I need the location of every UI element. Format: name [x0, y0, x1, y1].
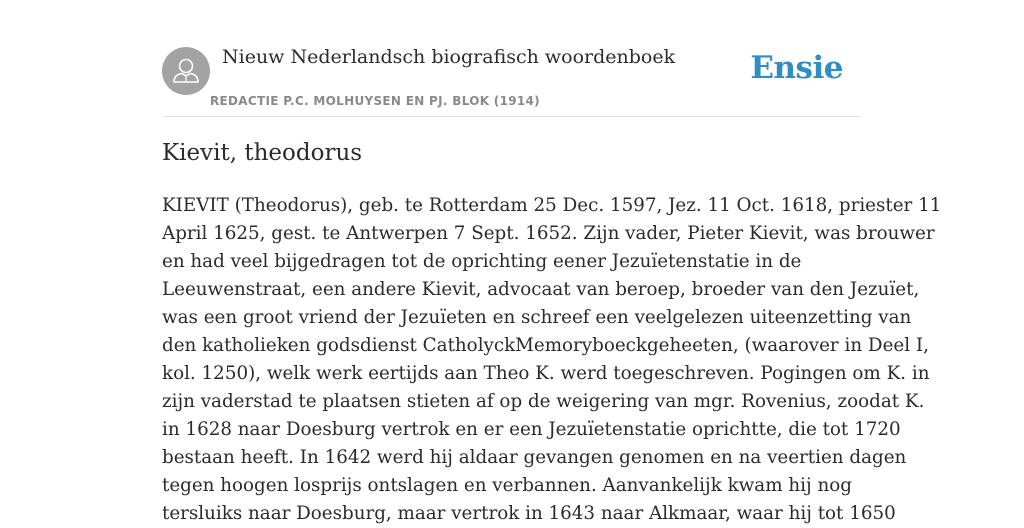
dictionary-title[interactable]: Nieuw Nederlandsch biografisch woordenboek [222, 46, 676, 68]
article-line: Leeuwenstraat, een andere Kievit, advocaat van beroep, broeder van den Jezuïet, [162, 279, 920, 300]
article-line: tegen hoogen losprijs ontslagen en verbannen. Aanvankelijk kwam hij nog [162, 475, 852, 496]
article-line: den katholieken godsdienst CatholyckMemoryboeckgeheeten, (waarover in Deel I, [162, 335, 929, 356]
article-line: KIEVIT (Theodorus), geb. te Rotterdam 25 Dec. 1597, Jez. 11 Oct. 1618, priester 11 [162, 195, 942, 216]
article-body [162, 192, 942, 528]
article-line: tersluiks naar Doesburg, maar vertrok in 1643 naar Alkmaar, waar hij tot 1650 [162, 503, 896, 524]
article-line: zijn vaderstad te plaatsen stieten af op de weigering van mgr. Rovenius, zoodat K. [162, 391, 925, 412]
user-avatar-icon[interactable] [162, 47, 210, 95]
article-line: April 1625, gest. te Antwerpen 7 Sept. 1652. Zijn vader, Pieter Kievit, was brouwer [162, 223, 935, 244]
article-line: was een groot vriend der Jezuïeten en schreef een veelgelezen uiteenzetting van [162, 307, 912, 328]
dictionary-header [162, 44, 862, 117]
article-line: kol. 1250), welk werk eertijds aan Theo K. werd toegeschreven. Pogingen om K. in [162, 363, 930, 384]
ensie-logo[interactable]: Ensie [750, 50, 843, 86]
dictionary-editors: REDACTIE P.C. MOLHUYSEN EN PJ. BLOK (1914) [210, 94, 540, 108]
article-line: en had veel bijgedragen tot de oprichting eener Jezuïetenstatie in de [162, 251, 802, 272]
article-line: in 1628 naar Doesburg vertrok en er een Jezuïetenstatie oprichtte, die tot 1720 [162, 419, 901, 440]
article-title: Kievit, theodorus [162, 140, 363, 166]
article-line: bestaan heeft. In 1642 werd hij aldaar gevangen genomen en na veertien dagen [162, 447, 907, 468]
user-outline-icon [162, 47, 210, 95]
